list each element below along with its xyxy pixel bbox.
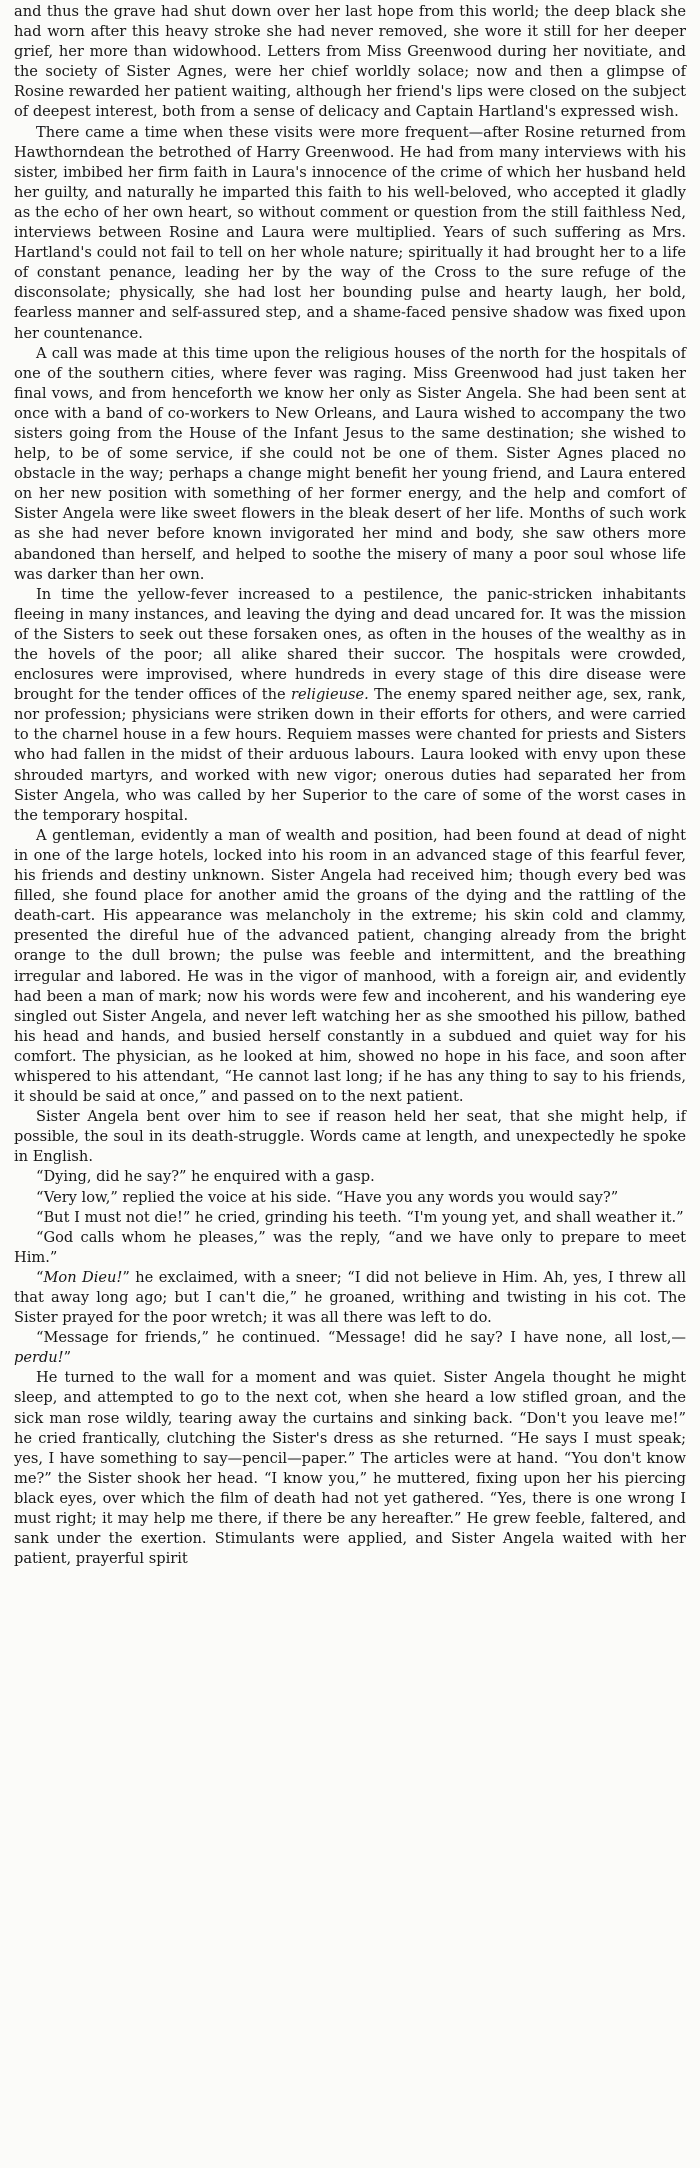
paragraph-text: ” he exclaimed, with a sneer; “I did not believe in Him. Ah, yes, I threw all that away long ago; but I can't die,” he groaned, writhing and twisting in his cot. The Sister prayed for the poor wretch; it was all there was left to do. — [14, 1268, 686, 1327]
paragraph — [14, 585, 686, 826]
paragraph — [14, 826, 686, 1107]
dialogue-line — [14, 1268, 686, 1328]
paragraph — [14, 2, 686, 123]
paragraph-text: “Message for friends,” he continued. “Message! did he say? I have none, all lost,— — [36, 1329, 686, 1347]
dialogue-line — [14, 1188, 686, 1208]
dialogue-line — [14, 1228, 686, 1268]
italic-term: religieuse. — [291, 686, 369, 704]
paragraph-text: The enemy spared neither age, sex, rank, nor profession; physicians were striken down in their efforts for others, and were carried to the charnel house in a few hours. Requiem masses were chanted for priests and Sisters who had fallen in the midst of their arduous labours. Laura looked with envy upon these shrouded martyrs, and worked with new vigor; onerous duties had separated her from Sister Angela, who was called by her Superior to the care of some of the worst cases in the temporary hospital. — [14, 686, 686, 824]
paragraph-text: ” — [63, 1349, 72, 1367]
paragraph-text: Sister Angela bent over him to see if reason held her seat, that she might help, if possible, the soul in its death-struggle. Words came at length, and unexpectedly he spoke in English. — [14, 1108, 686, 1166]
paragraph-text: “ — [36, 1268, 44, 1286]
paragraph — [14, 1368, 686, 1569]
paragraph-text: “Dying, did he say?” he enquired with a gasp. — [36, 1168, 375, 1186]
dialogue-line — [14, 1208, 686, 1228]
dialogue-line — [14, 1328, 686, 1368]
paragraph-text: In time the yellow-fever increased to a pestilence, the panic-stricken inhabitants fleeing in many instances, and leaving the dying and dead uncared for. It was the mission of the Sisters to seek out these forsaken ones, as often in the houses of the wealthy as in the hovels of the poor; all alike shared their succor. The hospitals were crowded, enclosures were improvised, where hundreds in every stage of this dire disease were brought for the tender offices of the — [14, 585, 686, 704]
paragraph — [14, 1107, 686, 1167]
paragraph-text: and thus the grave had shut down over her last hope from this world; the deep black she had worn after this heavy stroke she had never removed, she wore it still for her deeper grief, her more than widowhood. Letters from Miss Greenwood during her novitiate, and the society of Sister Agnes, were her chief worldly solace; now and then a glimpse of Rosine rewarded her patient waiting, although her friend's lips were closed on the subject of deepest interest, both from a sense of delicacy and Captain Hartland's expressed wish. — [14, 3, 686, 121]
paragraph-text: There came a time when these visits were more frequent—after Rosine returned from Hawthorndean the betrothed of Harry Greenwood. He had from many interviews with his sister, imbibed her firm faith in Laura's innocence of the crime of which her husband held her guilty, and naturally he imparted this faith to his well-beloved, who accepted it gladly as the echo of her own heart, so without comment or question from the still faithless Ned, interviews between Rosine and Laura were multiplied. Years of such suffering as Mrs. Hartland's could not fail to tell on her whole nature; spiritually it had brought her to a life of constant penance, leading her by the way of the Cross to the sure refuge of the disconsolate; physically, she had lost her bounding pulse and hearty laugh, her bold, fearless manner and self-assured step, and a shame-faced pensive shadow was fixed upon her countenance. — [14, 123, 686, 342]
paragraph — [14, 123, 686, 344]
paragraph-text: He turned to the wall for a moment and was quiet. Sister Angela thought he might sleep, and attempted to go to the next cot, when she heard a low stifled groan, and the sick man rose wildly, tearing away the curtains and sinking back. “Don't you leave me!” he cried frantically, clutching the Sister's dress as she returned. “He says I must speak; yes, I have something to say—pencil—paper.” The articles were at hand. “You don't know me?” the Sister shook her head. “I know you,” he muttered, fixing upon her his piercing black eyes, over which the film of death had not yet gathered. “Yes, there is one wrong I must right; it may help me there, if there be any hereafter.” He grew feeble, faltered, and sank under the exertion. Stimulants were applied, and Sister Angela waited with her patient, prayerful spirit — [14, 1369, 686, 1568]
paragraph-text: “God calls whom he pleases,” was the reply, “and we have only to prepare to meet Him.” — [14, 1228, 686, 1266]
italic-term: perdu! — [14, 1349, 64, 1367]
dialogue-line — [14, 1167, 686, 1187]
paragraph-text: A gentleman, evidently a man of wealth and position, had been found at dead of night in one of the large hotels, locked into his room in an advanced stage of this fearful fever, his friends and destiny unknown. Sister Angela had received him; though every bed was filled, she found place for another amid the groans of the dying and the rattling of the death-cart. His appearance was melancholy in the extreme; his skin cold and clammy, presented the direful hue of the advanced patient, changing already from the bright orange to the dull brown; the pulse was feeble and intermittent, and the breathing irregular and labored. He was in the vigor of manhood, with a foreign air, and evidently had been a man of mark; now his words were few and incoherent, and his wandering eye singled out Sister Angela, and never left watching her as she smoothed his pillow, bathed his head and hands, and busied herself constantly in a subdued and quiet way for his comfort. The physician, as he looked at him, showed no hope in his face, and soon after whispered to his attendant, “He cannot last long; if he has any thing to say to his friends, it should be said at once,” and passed on to the next patient. — [14, 826, 686, 1106]
italic-term: Mon Dieu! — [43, 1268, 123, 1286]
paragraph-text: A call was made at this time upon the religious houses of the north for the hospitals of one of the southern cities, where fever was raging. Miss Greenwood had just taken her final vows, and from henceforth we know her only as Sister Angela. She had been sent at once with a band of co-workers to New Orleans, and Laura wished to accompany the two sisters going from the House of the Infant Jesus to the same destination; she wished to help, to be of some service, if she could not be one of them. Sister Agnes placed no obstacle in the way; perhaps a change might benefit her young friend, and Laura entered on her new position with something of her former energy, and the help and comfort of Sister Angela were like sweet flowers in the bleak desert of her life. Months of such work as she had never before known invigorated her mind and body, she saw others more abandoned than herself, and helped to soothe the misery of many a poor soul whose life was darker than her own. — [14, 344, 686, 583]
paragraph — [14, 344, 686, 585]
paragraph-text: “But I must not die!” he cried, grinding his teeth. “I'm young yet, and shall weather it.” — [36, 1208, 684, 1226]
paragraph-text: “Very low,” replied the voice at his side. “Have you any words you would say?” — [36, 1188, 619, 1206]
